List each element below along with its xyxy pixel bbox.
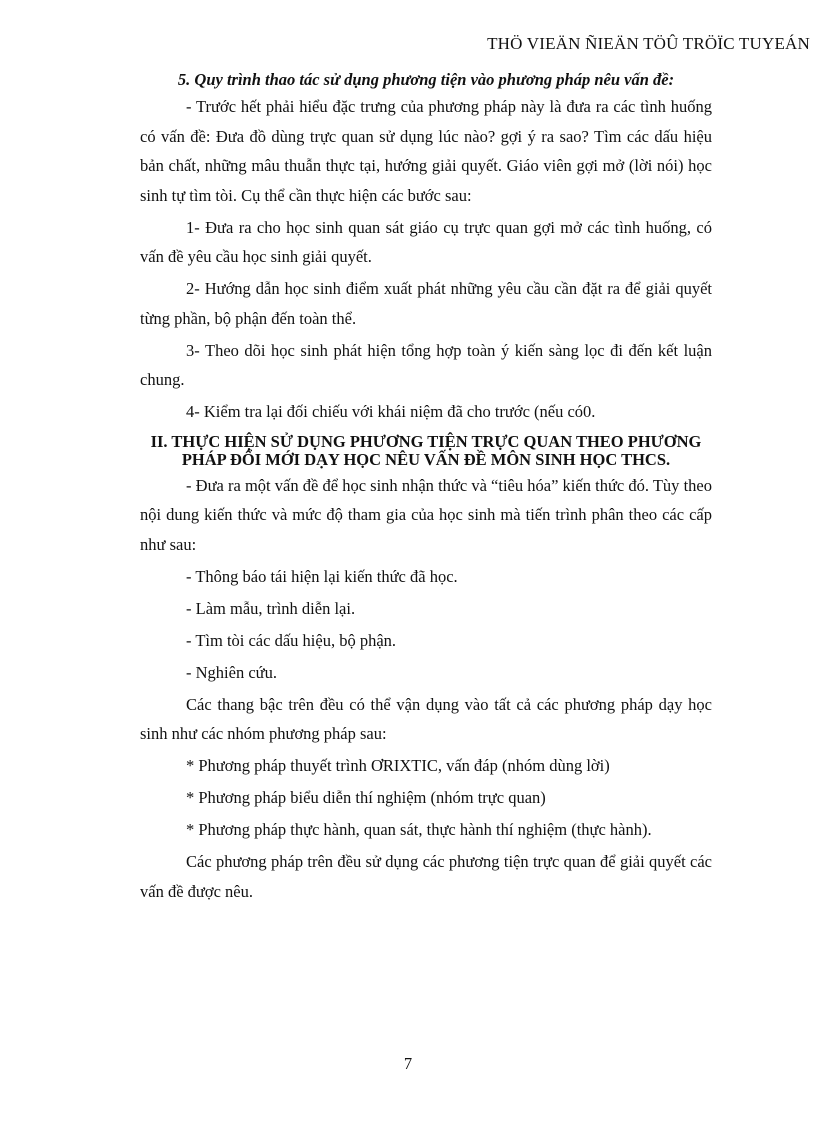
list-item: - Nghiên cứu. [186,662,277,682]
step-3: 3- Theo dõi học sinh phát hiện tổng hợp toàn ý kiến sàng lọc đi đến kết luận chung. [140,340,712,389]
list-item: - Thông báo tái hiện lại kiến thức đã học. [186,566,458,586]
paragraph: - Trước hết phải hiểu đặc trưng của phương pháp này là đưa ra các tình huống có vấn đề: Đưa đồ dùng trực quan sử dụng lúc nào? gợi ý ra sao? Tìm các dấu hiệu bản chất, những mâu thuẫn thực tại, hướng giải quyết. Giáo viên gợi mở (lời nói) học sinh tự tìm tòi. Cụ thể cần thực hiện các bước sau: [140,97,712,205]
library-header: THÖ VIEÄN ÑIEÄN TÖÛ TRÖÏC TUYEÁN [487,34,810,53]
list-item: - Làm mẫu, trình diễn lại. [186,598,356,618]
list-item: * Phương pháp thực hành, quan sát, thực hành thí nghiệm (thực hành). [186,820,652,839]
list-item: - Tìm tòi các dấu hiệu, bộ phận. [186,630,397,650]
step-1: 1- Đưa ra cho học sinh quan sát giáo cụ trực quan gợi mở các tình huống, có vấn đề yêu cầu học sinh giải quyết. [140,217,712,266]
paragraph: - Đưa ra một vấn đề để học sinh nhận thức và “tiêu hóa” kiến thức đó. Tùy theo nội dung kiến thức và mức độ tham gia của học sinh mà tiến trình phân theo các cấp như sau: [140,475,712,554]
section-5-heading: 5. Quy trình thao tác sử dụng phương tiện vào phương pháp nêu vấn đề: [177,70,675,89]
list-item: * Phương pháp biểu diễn thí nghiệm (nhóm trực quan) [186,788,546,807]
list-item: * Phương pháp thuyết trình ƠRIXTIC, vấn đáp (nhóm dùng lời) [186,756,610,775]
paragraph: Các phương pháp trên đều sử dụng các phương tiện trực quan để giải quyết các vấn đề được nêu. [140,852,712,901]
step-2: 2- Hướng dẫn học sinh điểm xuất phát những yêu cầu cần đặt ra để giải quyết từng phần, bộ phận đến toàn thể. [140,279,712,328]
section-ii-heading: II. THỰC HIỆN SỬ DỤNG PHƯƠNG TIỆN TRỰC QUAN THEO PHƯƠNG PHÁP ĐỔI MỚI DẠY HỌC NÊU VẤN ĐỀ MÔN SINH HỌC THCS. [150,431,702,469]
page-content [140,72,712,909]
step-4: 4- Kiểm tra lại đối chiếu với khái niệm đã cho trước (nếu có0. [186,402,596,421]
page-number: 7 [403,1054,413,1073]
paragraph: Các thang bậc trên đều có thể vận dụng vào tất cả các phương pháp dạy học sinh như các nhóm phương pháp sau: [140,694,712,743]
